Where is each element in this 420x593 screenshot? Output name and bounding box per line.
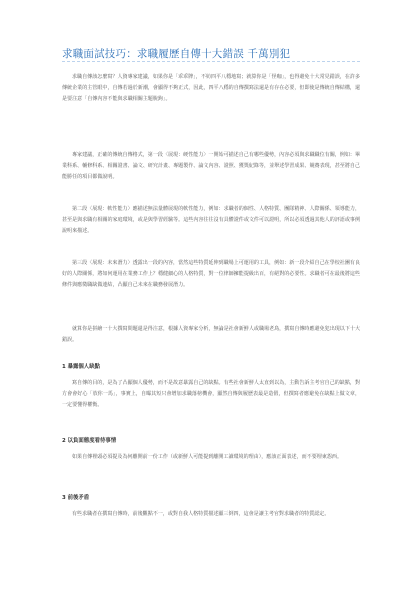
page-title: 求職面試技巧：求職履歷自傳十大錯誤 千萬別犯	[62, 48, 291, 60]
section-heading: 3 前後矛盾	[62, 495, 90, 501]
paragraph-first-section: 專家建議，正確的傳統自傳格式，第一段〈展現：硬性能力〉一開始可描述自己有哪些優勢，內容必須與求職職位有關，例如：畢業科系、輔修科系、相關證書、論文、研究計畫、專題製作、論文內容、證照、獲獎紀錄等，並舉述學習成果、競賽表現，甚至將自己能勝任的項目都做說明。	[62, 152, 360, 181]
section-body: 如果自傳裡頭必須提及為何離開前一份工作（或新鮮人可能提到離開工讀環境的理由），應該正面表述，而不要埋東怨西。	[72, 454, 343, 460]
section-heading: 2 以負面態度看待事情	[62, 438, 117, 444]
paragraph-third-section: 第三段〈展現：未來潛力〉透露出一段的內容，當然這些特質延伸到職場上可運用的工具，例如：新一段介紹自己在學校社團有良好的人際關係，將如何運用在業務工作上？穩健細心的人格特質，對一位律師擁能提級出百，有絕對的必要性。求職者可在最後將這些條件與應徵職缺做連結，凸顯自己未來在職務發展潛力。	[62, 260, 360, 289]
paragraph-second-section: 第二段〈展現：軟性能力〉應描述無法量體展現的軟性能力，例如：求職者的個性、人格特質、團隊精神、人際關係、領導能力，甚至是與求職有相關的家庭環境，或是與學習經驗等。這些內容往往沒有具體證件或文件可以證明，所以必須透過其他人的評語或事例說明來描述。	[62, 206, 360, 235]
section-body: 有些求職者在撰寫自傳時，前後觀點不一，或對自我人格特質描述顯三倒四，這會是讓主考官對求職者的特質認定。	[72, 511, 330, 517]
section-body: 寫自傳的目的，是為了凸顯個人優勢，而不是故意暴露自己的缺點。有些社會新鮮人太直到以為，主動告訴主考官自己的缺點，對方會會好心「放你一馬」，事實上，自曝其短只會增加求職落榜機會，顯然自傳與履歷表最是造假，但撰寫者應避免在缺點上做文章，一定要懂得權衡。	[62, 380, 360, 409]
paragraph-intro: 求職自傳該怎麼寫？人資專家建議，如果你是「乖乖牌」，不妨四平八穩地寫；就算你是「怪咖」，也得避免十大常見錯誤，在許多傳統企業的主管眼中，自傳若過於新潮，會顯得不夠正式，因此，四平八穩的自傳撰寫法還是有存在必要，但即使是傳統自傳結構，還是要注意「自傳內容不能與求職相關主題脫鉤」。	[62, 74, 360, 103]
section-heading: 1 暴露個人缺點	[62, 364, 100, 370]
title-divider	[62, 61, 360, 62]
paragraph-ten-mistakes-intro: 就算你是拼繪一十大撰寫問題還是得注意，根據人資專家分析，無論是社會新鮮人或職場老鳥，撰寫自傳時應避免犯出現以下十大錯誤。	[62, 326, 360, 344]
